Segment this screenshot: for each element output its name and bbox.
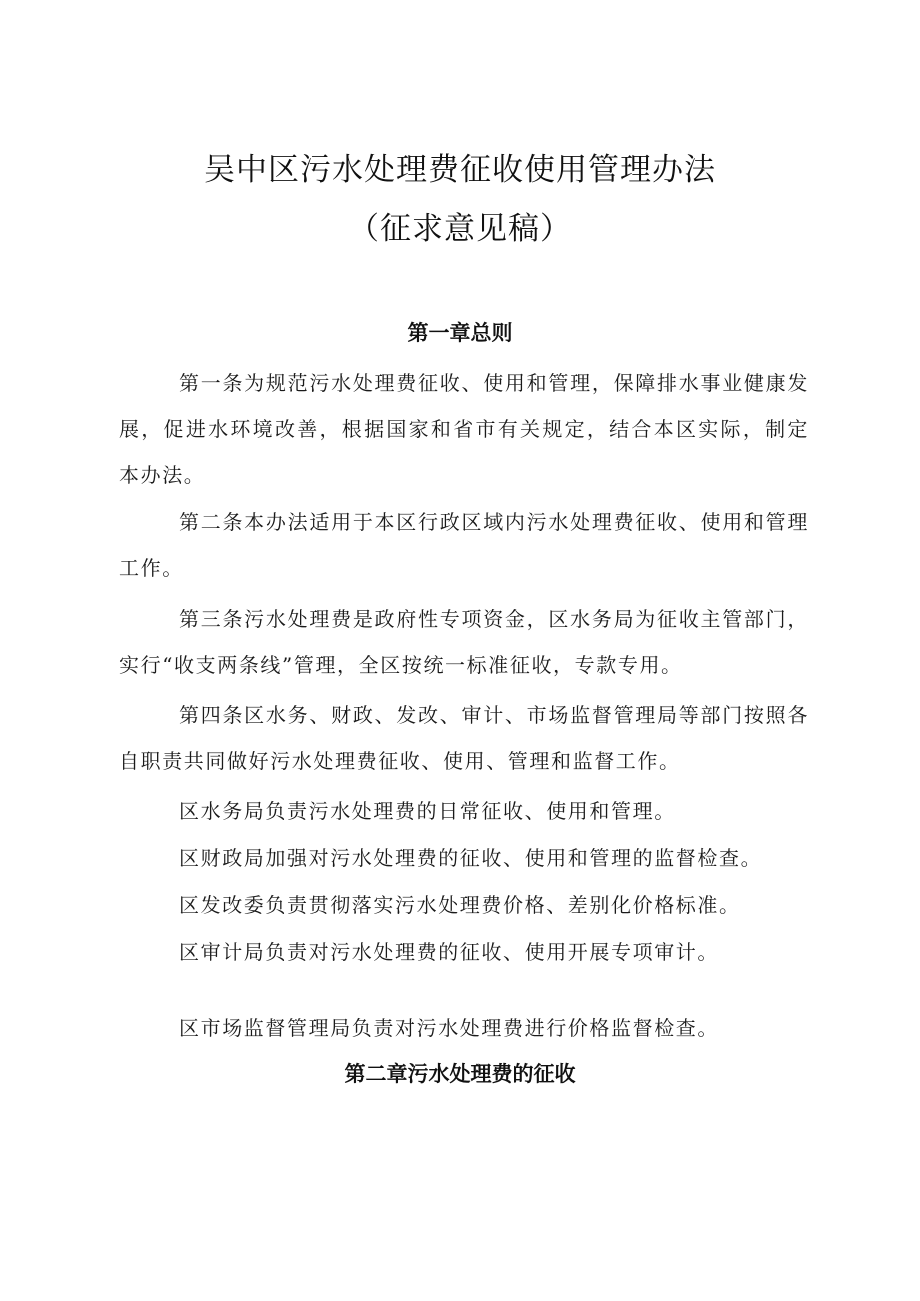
article-3: 第三条污水处理费是政府性专项资金，区水务局为征收主管部门，实行“收支两条线”管理，全区按统一标准征收，专款专用。 — [119, 607, 809, 677]
duty-water-bureau: 区水务局负责污水处理费的日常征收、使用和管理。 — [179, 799, 676, 823]
duty-finance-bureau: 区财政局加强对污水处理费的征收、使用和管理的监督检查。 — [179, 846, 763, 870]
document-subtitle: （征求意见稿） — [348, 211, 572, 247]
chapter-2-heading: 第二章污水处理费的征收 — [344, 1062, 576, 1086]
chapter-1-heading: 第一章总则 — [407, 321, 513, 345]
duty-market-supervision-bureau: 区市场监督管理局负责对污水处理费进行价格监督检查。 — [179, 1016, 719, 1040]
duty-audit-bureau: 区审计局负责对污水处理费的征收、使用开展专项审计。 — [179, 940, 719, 964]
document-title: 吴中区污水处理费征收使用管理办法 — [204, 152, 716, 188]
article-1: 第一条为规范污水处理费征收、使用和管理，保障排水事业健康发展，促进水环境改善，根据国家和省市有关规定，结合本区实际，制定本办法。 — [119, 371, 809, 487]
duty-development-commission: 区发改委负责贯彻落实污水处理费价格、差别化价格标准。 — [179, 893, 741, 917]
article-2: 第二条本办法适用于本区行政区域内污水处理费征收、使用和管理工作。 — [119, 510, 809, 580]
article-4: 第四条区水务、财政、发改、审计、市场监督管理局等部门按照各自职责共同做好污水处理费征收、使用、管理和监督工作。 — [119, 703, 809, 773]
